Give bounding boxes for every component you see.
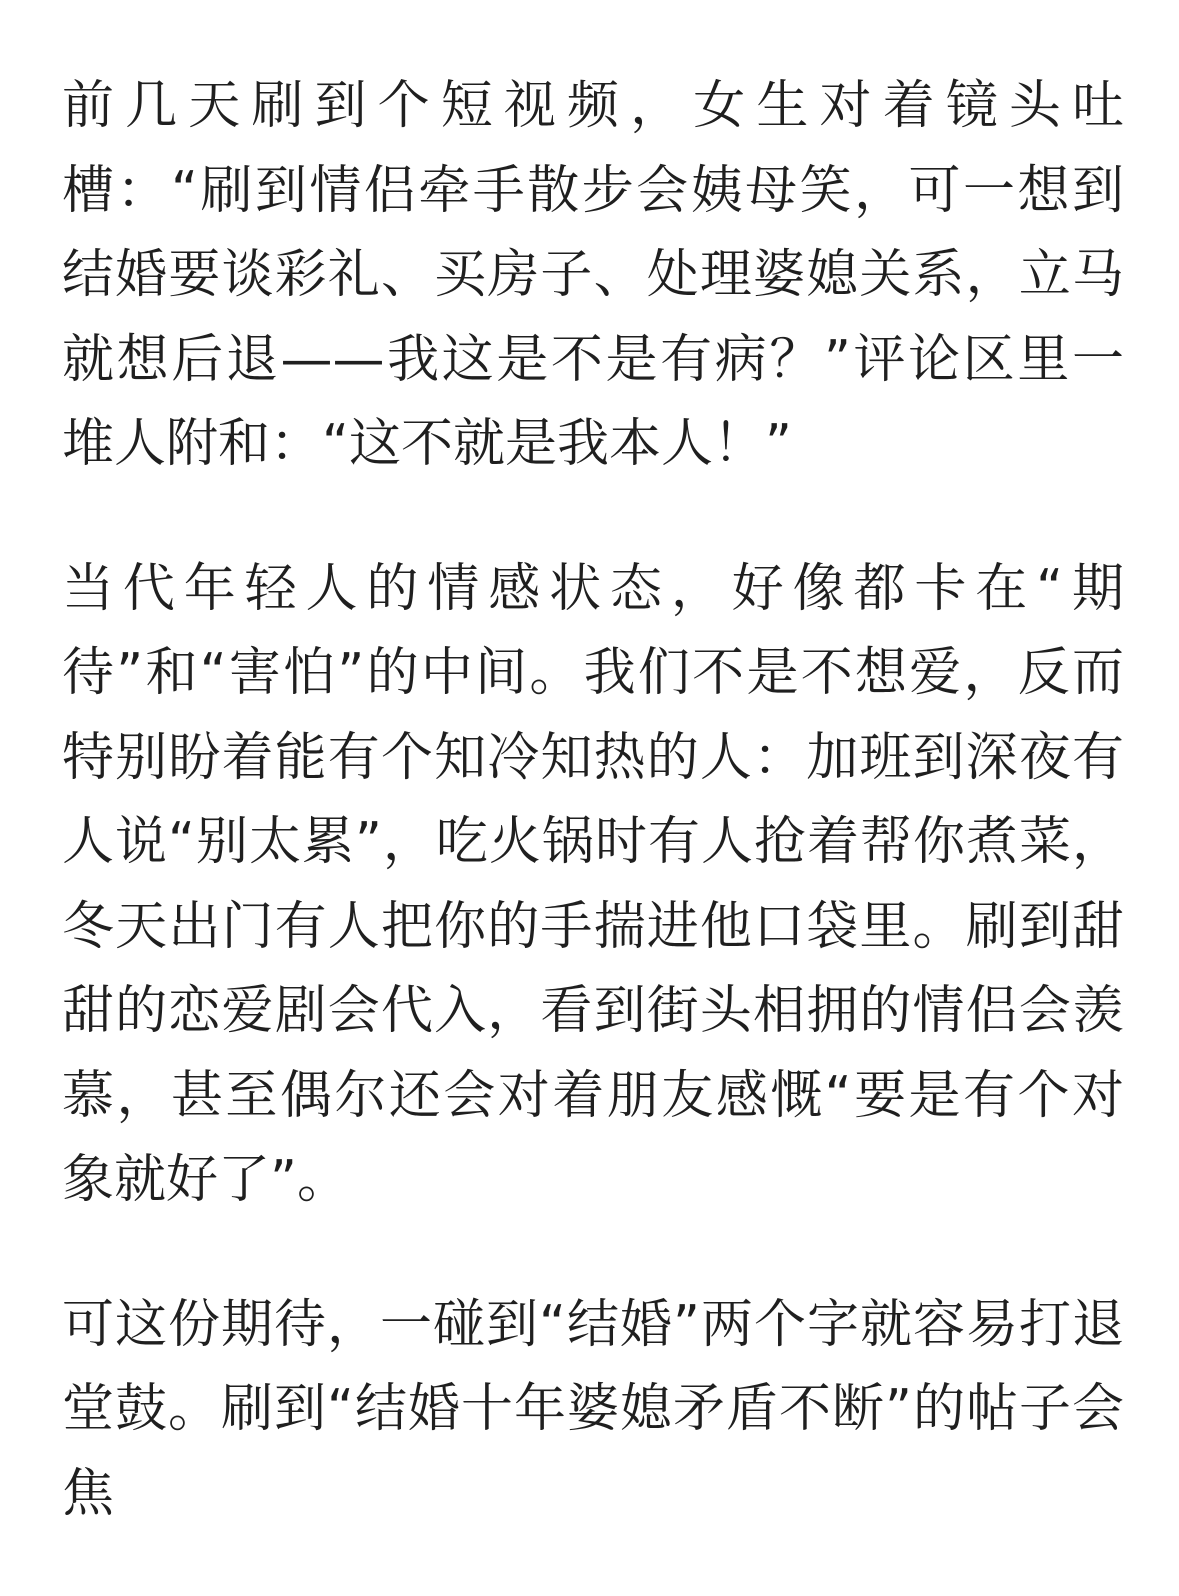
paragraph-1: 前几天刷到个短视频，女生对着镜头吐槽：“刷到情侣牵手散步会姨母笑，可一想到结婚要谈彩礼、买房子、处理婆媳关系，立马就想后退——我这是不是有病？”评论区里一堆人附和：“这不就是我本人！” xyxy=(62,76,1124,474)
paragraph-2: 当代年轻人的情感状态，好像都卡在“期待”和“害怕”的中间。我们不是不想爱，反而特别盼着能有个知冷知热的人：加班到深夜有人说“别太累”，吃火锅时有人抢着帮你煮菜，冬天出门有人把你的手揣进他口袋里。刷到甜甜的恋爱剧会代入，看到街头相拥的情侣会羡慕，甚至偶尔还会对着朋友感慨“要是有个对象就好了”。 xyxy=(62,558,1124,1210)
article-body xyxy=(62,64,1124,1596)
paragraph-3: 可这份期待，一碰到“结婚”两个字就容易打退堂鼓。刷到“结婚十年婆媳矛盾不断”的帖子会焦 xyxy=(62,1294,1124,1524)
